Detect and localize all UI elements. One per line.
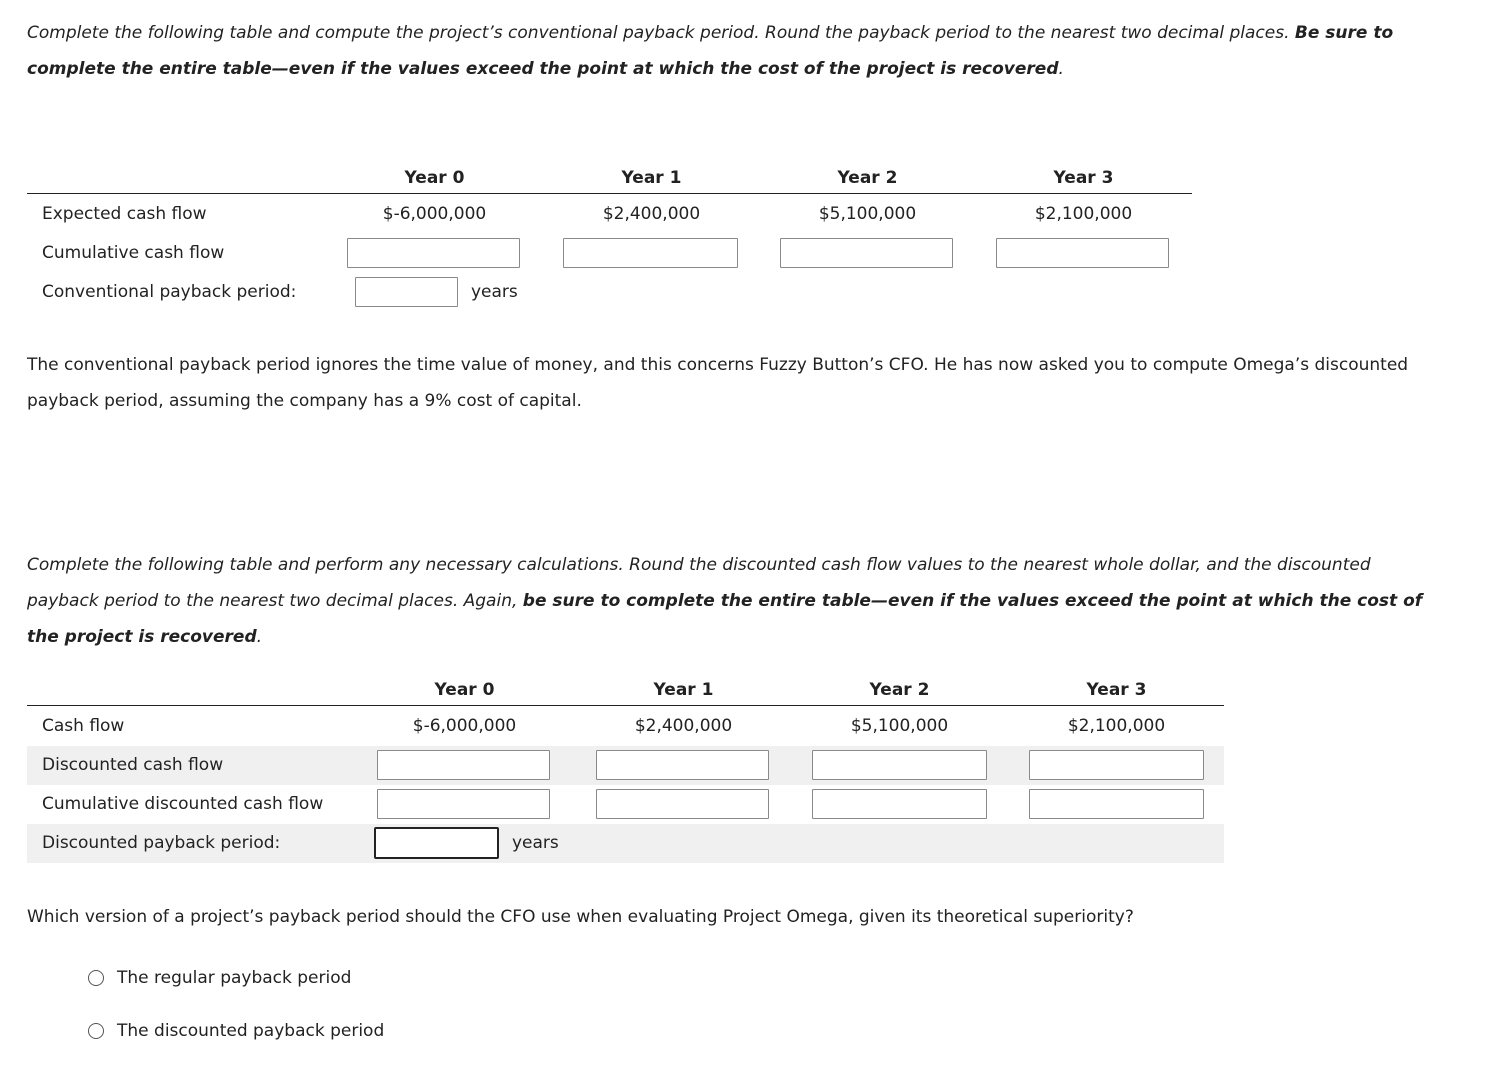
cumulative-dcf-input-year3[interactable] [1029,789,1204,819]
table2-cumulative-row [27,785,1224,824]
instruction2-bold-text: be sure to complete the entire table—even if the values exceed the point at which the cost of the project is recovered [27,591,1423,647]
radio-discounted-payback[interactable] [88,1023,104,1039]
intro-bold-text: Be sure to complete the entire table—even if the values exceed the point at which the cost of the project is recovered [27,23,1394,79]
cumulative-cf-input-year0[interactable] [347,238,520,268]
table2-header-year1: Year 1 [653,680,714,700]
discounted-instruction [27,547,1447,655]
cash-flow-year2: $5,100,000 [850,716,949,736]
table2-header-year0: Year 0 [434,680,495,700]
cumulative-dcf-input-year0[interactable] [377,789,550,819]
cash-flow-year3: $2,100,000 [1067,716,1166,736]
radio-regular-payback[interactable] [88,970,104,986]
table2-header-year3: Year 3 [1086,680,1147,700]
intro-instruction [27,15,1447,87]
intro-end: . [1058,59,1064,79]
table2-header-row [27,675,1224,706]
cumulative-cash-flow-label: Cumulative cash flow [42,243,225,263]
expected-cf-year2: $5,100,000 [818,204,917,224]
table2-payback-row [27,824,1224,863]
option-discounted-label: The discounted payback period [117,1021,385,1041]
table2-header-year2: Year 2 [869,680,930,700]
discounted-cf-input-year3[interactable] [1029,750,1204,780]
table1-payback-row [27,273,627,312]
discounted-cf-input-year2[interactable] [812,750,987,780]
instruction2-end: . [256,627,263,647]
time-value-paragraph: The conventional payback period ignores the time value of money, and this concerns Fuzzy Button’s CFO. He has now asked you to compute Omega’s discounted payback period, assuming the company has a 9% cost of capital. [27,355,1409,411]
cash-flow-label: Cash flow [42,716,125,736]
cash-flow-year0: $-6,000,000 [412,716,517,736]
option-regular-payback[interactable] [88,966,351,990]
cumulative-cf-input-year1[interactable] [563,238,738,268]
table1-header-year1: Year 1 [621,168,682,188]
table2-cashflow-row [27,707,1224,746]
discounted-cf-input-year1[interactable] [596,750,769,780]
option-regular-label: The regular payback period [117,968,352,988]
table1-cumulative-row [27,234,1192,273]
payback-question: Which version of a project’s payback period should the CFO use when evaluating Project Omega, given its theoretical superiority? [27,907,1134,927]
discounted-payback-input[interactable] [374,827,499,859]
expected-cf-year0: $-6,000,000 [382,204,487,224]
table2-discounted-row [27,746,1224,785]
discounted-cf-input-year0[interactable] [377,750,550,780]
discounted-payback-table [27,675,1224,865]
discounted-cash-flow-label: Discounted cash flow [42,755,224,775]
expected-cf-year1: $2,400,000 [602,204,701,224]
conventional-payback-unit: years [471,282,518,302]
option-discounted-payback[interactable] [88,1019,384,1043]
instruction2-italic-text: Complete the following table and perform any necessary calculations. Round the discounted cash flow values to the nearest whole dollar, and the discounted payback period to the nearest two decimal places. Again, [27,555,1371,611]
discounted-payback-unit: years [512,833,559,853]
expected-cash-flow-label: Expected cash flow [42,204,207,224]
table1-header-row [27,163,1192,194]
table1-header-year0: Year 0 [404,168,465,188]
discounted-payback-label: Discounted payback period: [42,833,281,853]
expected-cf-year3: $2,100,000 [1034,204,1133,224]
table1-header-year3: Year 3 [1053,168,1114,188]
conventional-payback-table [27,163,1192,313]
cumulative-dcf-input-year2[interactable] [812,789,987,819]
cumulative-cf-input-year2[interactable] [780,238,953,268]
intro-italic-text: Complete the following table and compute the project’s conventional payback period. Round the payback period to the nearest two decimal places. [27,23,1295,43]
cash-flow-year1: $2,400,000 [634,716,733,736]
conventional-payback-input[interactable] [355,277,458,307]
table1-header-year2: Year 2 [837,168,898,188]
table1-expected-row [27,195,1192,234]
conventional-payback-label: Conventional payback period: [42,282,297,302]
cumulative-dcf-input-year1[interactable] [596,789,769,819]
cumulative-cf-input-year3[interactable] [996,238,1169,268]
cumulative-discounted-cf-label: Cumulative discounted cash flow [42,794,324,814]
